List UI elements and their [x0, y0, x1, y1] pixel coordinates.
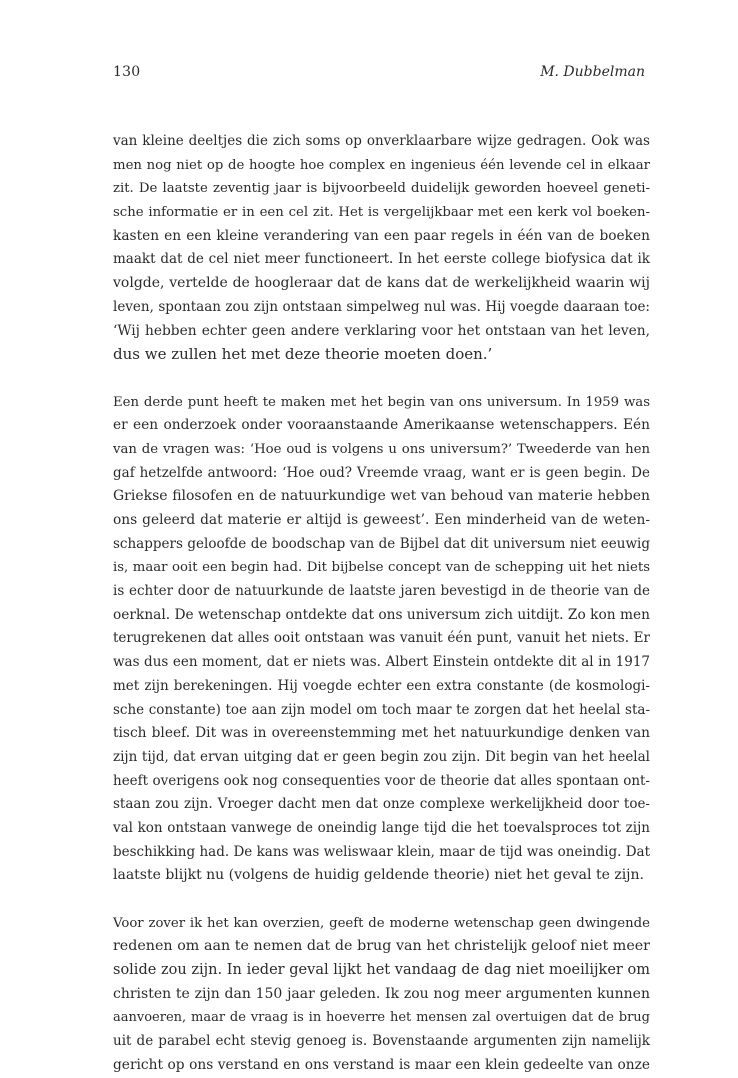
text-line: gericht op ons verstand en ons verstand is maar een klein gedeelte van onze	[113, 1056, 650, 1073]
text-line: van kleine deeltjes die zich soms op onverklaarbare wijze gedragen. Ook was	[113, 133, 650, 149]
running-head-author: M. Dubbelman	[540, 64, 645, 80]
text-line: kasten en een kleine verandering van een paar regels in één van de boeken	[113, 227, 650, 244]
text-line: schappers geloofde de boodschap van de Bijbel dat dit universum niet eeuwig	[113, 535, 650, 552]
paragraph-gap	[113, 888, 650, 912]
text-line: beschikking had. De kans was weliswaar klein, maar de tijd was oneindig. Dat	[113, 843, 650, 860]
text-line: Een derde punt heeft te maken met het begin van ons universum. In 1959 was	[113, 394, 650, 410]
text-line: gaf hetzelfde antwoord: ‘Hoe oud? Vreemde vraag, want er is geen begin. De	[113, 464, 650, 481]
text-line: van de vragen was: ‘Hoe oud is volgens u ons universum?’ Tweederde van hen	[113, 441, 650, 457]
text-line: laatste blijkt nu (volgens de huidig geldende theorie) niet het geval te zijn.	[113, 867, 644, 884]
text-line: val kon ontstaan vanwege de oneindig lange tijd die het toevalsproces tot zijn	[113, 819, 650, 836]
paragraph	[113, 912, 650, 1078]
body-text	[113, 130, 650, 1078]
text-line: met zijn berekeningen. Hij voegde echter een extra constante (de kosmologi-	[113, 677, 650, 694]
text-line: was dus een moment, dat er niets was. Albert Einstein ontdekte dit al in 1917	[113, 654, 650, 671]
paragraph-gap	[113, 367, 650, 391]
paragraph	[113, 130, 650, 367]
text-line: terugrekenen dat alles ooit ontstaan was vanuit één punt, vanuit het niets. Er	[113, 630, 650, 647]
text-line: ‘Wij hebben echter geen andere verklaring voor het ontstaan van het leven,	[113, 322, 650, 339]
text-line: zijn tijd, dat ervan uitging dat er geen begin zou zijn. Dit begin van het heelal	[113, 748, 650, 765]
page-number: 130	[113, 64, 141, 80]
text-line: heeft overigens ook nog consequenties voor de theorie dat alles spontaan ont-	[113, 772, 650, 789]
text-line: sche informatie er in een cel zit. Het is vergelijkbaar met een kerk vol boeken-	[113, 205, 650, 221]
text-line: uit de parabel echt stevig genoeg is. Bovenstaande argumenten zijn namelijk	[113, 1033, 650, 1050]
text-line: staan zou zijn. Vroeger dacht men dat onze complexe werkelijkheid door toe-	[113, 796, 650, 813]
text-line: redenen om aan te nemen dat de brug van het christelijk geloof niet meer	[113, 938, 650, 955]
text-line: solide zou zijn. In ieder geval lijkt het vandaag de dag niet moeilijker om	[113, 962, 650, 979]
text-line: Voor zover ik het kan overzien, geeft de moderne wetenschap geen dwingende	[113, 915, 650, 931]
text-line: oerknal. De wetenschap ontdekte dat ons universum zich uitdijt. Zo kon men	[113, 606, 650, 623]
text-line: is echter door de natuurkunde de laatste jaren bevestigd in de theorie van de	[113, 583, 650, 600]
paragraph	[113, 391, 650, 888]
text-line: leven, spontaan zou zijn ontstaan simpelweg nul was. Hij voegde daaraan toe:	[113, 298, 650, 315]
text-line: christen te zijn dan 150 jaar geleden. Ik zou nog meer argumenten kunnen	[113, 985, 650, 1002]
text-line: ons geleerd dat materie er altijd is geweest’. Een minderheid van de weten-	[113, 512, 650, 528]
text-line: Griekse filosofen en de natuurkundige wet van behoud van materie hebben	[113, 488, 650, 505]
text-line: tisch bleef. Dit was in overeenstemming met het natuurkundige denken van	[113, 725, 650, 742]
text-line: zit. De laatste zeventig jaar is bijvoorbeeld duidelijk geworden hoeveel geneti-	[113, 181, 650, 197]
text-line: sche constante) toe aan zijn model om toch maar te zorgen dat het heelal sta-	[113, 701, 650, 718]
text-line: er een onderzoek onder vooraanstaande Amerikaanse wetenschappers. Eén	[113, 417, 650, 434]
text-line: dus we zullen het met deze theorie moeten doen.’	[113, 345, 493, 364]
text-line: men nog niet op de hoogte hoe complex en ingenieus één levende cel in elkaar	[113, 157, 650, 173]
text-line: volgde, vertelde de hoogleraar dat de kans dat de werkelijkheid waarin wij	[113, 275, 650, 292]
text-line: maakt dat de cel niet meer functioneert. In het eerste college biofysica dat ik	[113, 251, 650, 268]
text-line: aanvoeren, maar de vraag is in hoeverre het mensen zal overtuigen dat de brug	[113, 1010, 650, 1026]
text-line: is, maar ooit een begin had. Dit bijbelse concept van de schepping uit het niets	[113, 560, 650, 576]
